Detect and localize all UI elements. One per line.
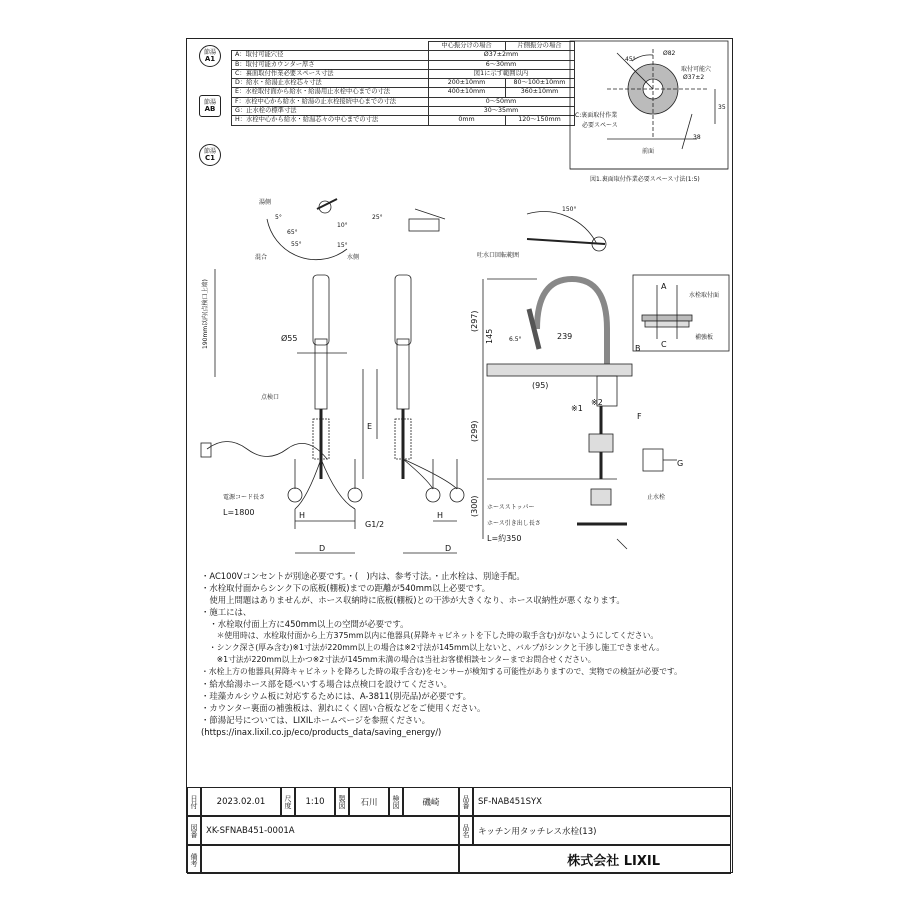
- faucet-side-body: [395, 275, 411, 345]
- hose-length-label: ホース引き出し長さ: [487, 520, 541, 527]
- handle-arc: [267, 219, 347, 260]
- angle-150: 150°: [562, 206, 577, 213]
- dim-C: C: [661, 340, 667, 349]
- spec-row: F：水栓中心から給水・給湯の止水栓接続中心までの寸法 0～50mm: [232, 97, 575, 106]
- mix-label: 混合: [255, 254, 268, 261]
- hose-stopper-label: ホースストッパー: [487, 504, 535, 511]
- dim-G: G: [677, 459, 684, 468]
- spec-header-side: 片側振分の場合: [505, 42, 574, 51]
- saving-badge-c1: 節湯 C1: [199, 144, 221, 166]
- spout-arc: [537, 279, 607, 369]
- note-line: ・水栓取付面上方に450mm以上の空間が必要です。: [201, 619, 409, 629]
- dim-300: (300): [470, 495, 479, 517]
- drafter-label: 製図: [338, 794, 346, 809]
- product-code: SF-NAB451SYX: [478, 796, 542, 807]
- dim-145: 145: [485, 328, 494, 344]
- drawing-sheet: [186, 38, 733, 873]
- fig1-dia-outer: Ø82: [663, 50, 676, 57]
- note-line: ・水栓上方の他器具(昇降キャビネットを降ろした時の取手含む)をセンサーが検知する可能性がありますので、実物での検証が必要です。: [201, 667, 682, 676]
- note-line: ＊使用時は、水栓取付面から上方375mm以内に他器具(昇降キャビネットを下した時の取手含む)がないようにしてください。: [201, 631, 659, 640]
- spec-row: A：取付可能穴径 Ø37±2mm: [232, 51, 575, 60]
- fig1-hole-label: 取付可能穴: [681, 66, 712, 73]
- angle-55: 55°: [291, 241, 302, 248]
- cold-label: 水側: [347, 254, 360, 261]
- note-line: ・珪藻カルシウム板に対応するためには、A-3811(別売品)が必要です。: [201, 691, 471, 701]
- drawing-no: XK-SFNAB451-0001A: [206, 825, 295, 836]
- dim-239: 239: [557, 332, 573, 341]
- drawing-no-label: 図番: [190, 823, 198, 838]
- angle-5: 5°: [275, 214, 282, 221]
- scale-value: 1:10: [305, 796, 325, 807]
- note-line: ・施工には、: [201, 607, 252, 617]
- power-cord-label: 電源コード長さ: [223, 494, 266, 501]
- fig1-front-label: 前面: [642, 148, 655, 155]
- note-line: 使用上問題はありませんが、ホース収納時に底板(棚板)との干渉が大きくなり、ホース収納性が悪くなります。: [201, 595, 625, 605]
- angle-65: 65°: [287, 229, 298, 236]
- dim-G12: G1/2: [365, 520, 385, 529]
- dim-95: (95): [532, 381, 549, 390]
- spout-rotation-label: 吐水口回転範囲: [477, 252, 520, 259]
- mount-surface-label: 水栓取付面: [689, 292, 720, 299]
- note-line: (https://inax.lixil.co.jp/eco/products_data/saving_energy/): [201, 727, 442, 737]
- notes: [201, 570, 731, 738]
- spec-row: E：水栓取付面から給水・給湯用止水栓中心までの寸法 400±10mm 360±10mm: [232, 88, 575, 97]
- drafter-value: 石川: [360, 797, 378, 808]
- spec-row: D：給水・給湯止水栓芯々寸法 200±10mm 80～100±10mm: [232, 79, 575, 88]
- checker-label: 検図: [392, 794, 400, 809]
- angle-25: 25°: [372, 214, 383, 221]
- product-name: キッチン用タッチレス水栓(13): [478, 826, 597, 837]
- mount-detail-frame: [633, 275, 729, 351]
- dim-E: E: [367, 422, 373, 431]
- remarks-label: 備考: [190, 852, 198, 867]
- cord-length: L=1800: [223, 508, 255, 517]
- star1: ※1: [571, 404, 583, 413]
- saving-badge-ab: 節湯 AB: [199, 95, 221, 117]
- date-value: 2023.02.01: [216, 796, 266, 807]
- dim-H: H: [299, 511, 306, 520]
- fig1-dim-35: 35: [718, 104, 726, 111]
- fig1-dim-38: 38: [693, 134, 701, 141]
- technical-drawing: [187, 39, 734, 569]
- fig1-caption: 図1.裏面取付作業必要スペース寸法(1:5): [590, 176, 700, 183]
- stop-valve-label: 止水栓: [647, 494, 666, 501]
- company-name: 株式会社 LIXIL: [567, 854, 660, 869]
- hot-label: 湯側: [259, 199, 272, 206]
- fig1-space-label-1: C:裏面取付作業: [575, 112, 618, 119]
- note-line: ・水栓取付面からシンク下の底板(棚板)までの距離が540mm以上必要です。: [201, 583, 491, 593]
- power-cord: [207, 442, 327, 460]
- checker-value: 磯崎: [422, 797, 440, 808]
- scale-label: 尺度: [284, 794, 292, 809]
- spec-row: G：止水栓の標準寸法 30～35mm: [232, 107, 575, 116]
- fig1-space-label-2: 必要スペース: [582, 122, 618, 129]
- dia-55: Ø55: [281, 334, 298, 343]
- product-name-label: 品名: [462, 823, 470, 838]
- spec-row: B：取付可能カウンター厚さ 6～30mm: [232, 60, 575, 69]
- reinforce-label: 補強板: [695, 334, 714, 341]
- star2: ※2: [591, 398, 603, 407]
- note-line: ・給水給湯ホース部を隠ぺいする場合は点検口を設けてください。: [201, 679, 452, 689]
- note-line: ・カウンター裏面の補強板は、割れにくく固い合板などをご使用ください。: [201, 703, 486, 713]
- note-line: ・AC100Vコンセントが別途必要です。・( )内は、参考寸法。・止水栓は、別途手配。: [201, 571, 525, 581]
- saving-badge-a1: 節湯 A1: [199, 45, 221, 67]
- dim-H-right: H: [437, 511, 444, 520]
- note-line: ・シンク深さ(厚み含む)※1寸法が220mm以上の場合は※2寸法が145mm以上ないと、バルブがシンクと干渉し施工できません。: [201, 643, 665, 652]
- hose-L: L=約350: [487, 534, 522, 543]
- spec-row: C：裏面取付作業必要スペース寸法 図1に示す範囲以内: [232, 69, 575, 78]
- note-line: ※1寸法が220mm以上かつ※2寸法が145mm未満の場合は当社お客様相談センターまでお問合せください。: [201, 655, 596, 664]
- fig1-hole-dia: Ø37±2: [683, 74, 705, 81]
- inspection-port: 点検口: [261, 394, 280, 401]
- spec-header-center: 中心振分けの場合: [428, 42, 505, 51]
- faucet-front-body: [313, 275, 329, 345]
- fig1-angle: 45°: [625, 56, 636, 63]
- dim-65deg: 6.5°: [509, 336, 522, 343]
- angle-10: 10°: [337, 222, 348, 229]
- dim-B: B: [635, 344, 641, 353]
- dim-F: F: [637, 412, 642, 421]
- dim-D-right: D: [445, 544, 452, 553]
- title-block: [187, 787, 731, 874]
- note-line: ・節湯記号については、LIXILホームページを参照ください。: [201, 715, 431, 725]
- spec-row: H：水栓中心から給水・給湯芯々の中心までの寸法 0mm 120～150mm: [232, 116, 575, 125]
- date-label: 日付: [190, 794, 198, 809]
- dim-299: (299): [470, 420, 479, 442]
- height-190-label: 190mm以内(点検口上端): [202, 279, 209, 349]
- dim-297: (297): [470, 310, 479, 332]
- angle-15: 15°: [337, 242, 348, 249]
- dim-A: A: [661, 282, 667, 291]
- product-code-label: 品番: [462, 794, 470, 809]
- dim-D-left: D: [319, 544, 326, 553]
